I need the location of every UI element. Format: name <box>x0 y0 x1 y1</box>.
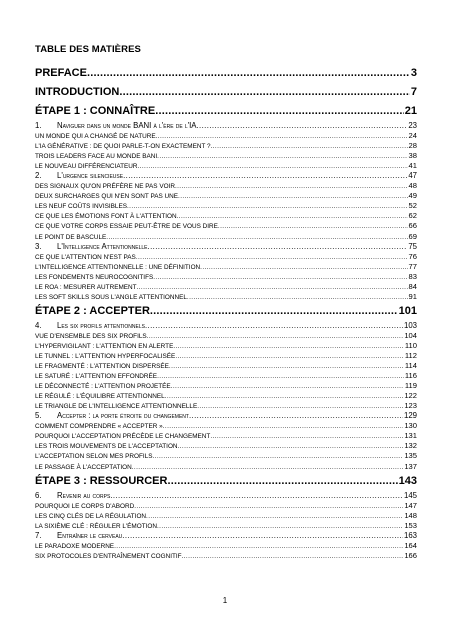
toc-entry-label: LE PASSAGE À L'ACCEPTATION <box>35 463 132 471</box>
toc-section-entry <box>35 421 417 431</box>
dot-leader <box>165 392 404 401</box>
toc-entry-label: L'HYPERVIGILANT : L'ATTENTION EN ALERTE <box>35 342 174 350</box>
toc-entry-label: ÉTAPE 3 : RESSOURCER <box>35 474 168 487</box>
toc-page-number: 145 <box>403 490 417 500</box>
toc-section-entry <box>35 371 417 381</box>
toc-chapter-title: Accepter : la porte étroite du changement <box>57 411 189 421</box>
toc-page-number: 7 <box>410 86 417 98</box>
toc-entry-label: LE TUNNEL : L'ATTENTION HYPERFOCALISÉE <box>35 352 176 360</box>
dot-leader <box>218 222 408 231</box>
dot-leader <box>132 463 404 472</box>
dot-leader <box>175 352 404 361</box>
toc-entry-label: CE QUE VOTRE CORPS ESSAIE PEUT-ÊTRE DE VOUS DIRE <box>35 223 218 231</box>
toc-page-number: 101 <box>398 304 417 317</box>
toc-section-entry <box>35 361 417 371</box>
toc-page-number: 110 <box>404 340 417 350</box>
toc-page-number: 38 <box>408 151 417 161</box>
toc-entry-label: LE FRAGMENTÉ : L'ATTENTION DISPERSÉE <box>35 363 169 371</box>
toc-section-entry <box>35 541 417 551</box>
toc-page-number: 132 <box>404 441 417 451</box>
toc-entry-label: LES FONDEMENTS NEUROCOGNITIFS <box>35 273 154 281</box>
toc-section-entry <box>35 141 417 151</box>
toc-page-number: 66 <box>408 221 417 231</box>
dot-leader <box>163 422 404 431</box>
toc-entry-label: LE ROA : MESURER AUTREMENT <box>35 283 137 291</box>
toc-entry-label: DEUX SURCHARGES QUI N'EN SONT PAS UNE <box>35 193 179 201</box>
toc-section-entry <box>35 331 417 341</box>
dot-leader <box>171 382 404 391</box>
toc-section-entry <box>35 211 417 221</box>
dot-leader <box>200 263 407 272</box>
toc-page-number: 103 <box>403 320 417 330</box>
toc-section-entry <box>35 161 417 171</box>
toc-page-number: 112 <box>404 350 417 360</box>
toc-page-number: 123 <box>404 401 417 411</box>
toc-section-entry <box>35 191 417 201</box>
toc-entry-label: PREFACE <box>35 67 87 79</box>
toc-page-number: 41 <box>408 161 417 171</box>
toc-page-number: 24 <box>408 131 417 141</box>
toc-part-entry <box>35 83 417 102</box>
toc-chapter-number: 1. <box>35 121 42 130</box>
dot-leader <box>152 452 403 461</box>
toc-entry-label <box>35 242 148 252</box>
toc-chapter-number: 2. <box>35 171 42 181</box>
toc-title: TABLE DES MATIÈRES <box>35 44 141 55</box>
toc-entry-label: L'IA GÉNÉRATIVE : DE QUOI PARLE-T-ON EXACTEMENT ? <box>35 143 211 151</box>
toc-section-entry <box>35 341 417 351</box>
toc-entry-label: L'ACCEPTATION SELON MES PROFILS <box>35 453 153 461</box>
toc-page-number: 131 <box>404 431 417 441</box>
toc-entry-label: ÉTAPE 2 : ACCEPTER <box>35 304 150 317</box>
toc-chapter-title: Entraîner le cerveau <box>57 530 123 540</box>
toc-entry-label: TROIS LEADERS FACE AU MONDE BANI <box>35 153 158 161</box>
dot-leader <box>178 192 408 201</box>
toc-section-entry <box>35 431 417 441</box>
dot-leader <box>110 491 403 501</box>
toc-entry-label: CE QUE L'ATTENTION N'EST PAS <box>35 253 136 261</box>
toc-page-number: 47 <box>408 171 417 181</box>
toc-chapter-number: 6. <box>35 490 42 500</box>
toc-entry-label: LE SATURÉ : L'ATTENTION EFFONDRÉE <box>35 373 158 381</box>
toc-entry-label: LES NEUF COÛTS INVISIBLES <box>35 203 127 211</box>
toc-part-entry <box>35 472 417 491</box>
toc-page-number: 137 <box>404 461 417 471</box>
toc-entry-label: LE DÉCONNECTÉ : L'ATTENTION PROJETÉE <box>35 383 171 391</box>
toc-section-entry <box>35 551 417 561</box>
toc-page-number: 76 <box>408 251 417 261</box>
dot-leader <box>167 472 397 491</box>
toc-entry-label <box>35 171 123 181</box>
dot-leader <box>155 102 404 121</box>
dot-leader <box>134 502 403 511</box>
toc-entry-label: UN MONDE QUI A CHANGÉ DE NATURE <box>35 133 156 141</box>
toc-entry-label: LES CINQ CLÉS DE LA RÉGULATION <box>35 512 147 520</box>
dot-leader <box>119 83 410 102</box>
toc-page-number: 129 <box>403 411 417 421</box>
dot-leader <box>189 411 403 421</box>
dot-leader <box>157 522 403 531</box>
toc-entry-label: LE TRIANGLE DE L'INTELLIGENCE ATTENTIONNELLE <box>35 403 198 411</box>
toc-chapter-title: Revenir au corps <box>57 490 111 500</box>
dot-leader <box>169 362 404 371</box>
toc-page-number: 164 <box>404 540 417 550</box>
dot-leader <box>197 402 403 411</box>
toc-page-number: 48 <box>408 181 417 191</box>
dot-leader <box>210 432 403 441</box>
toc-entry-label: SIX PROTOCOLES D'ENTRAÎNEMENT COGNITIF <box>35 552 182 560</box>
dot-leader <box>87 64 410 83</box>
dot-leader <box>156 132 408 141</box>
toc-section-entry <box>35 441 417 451</box>
toc-page-number: 62 <box>408 211 417 221</box>
toc-section-entry <box>35 292 417 302</box>
toc-section-entry <box>35 381 417 391</box>
toc-chapter-entry <box>35 121 417 131</box>
toc-chapter-entry <box>35 321 417 331</box>
toc-page-number: 83 <box>408 271 417 281</box>
toc-chapter-number: 3. <box>35 241 42 251</box>
toc-section-entry <box>35 151 417 161</box>
toc-entry-label: POURQUOI LE CORPS D'ABORD <box>35 502 135 510</box>
toc-entry-label: LES TROIS MOUVEMENTS DE L'ACCEPTATION <box>35 443 178 451</box>
toc-entry-label: LA SIXIÈME CLÉ : RÉGULER L'ÉMOTION <box>35 522 157 530</box>
toc-page-number: 52 <box>408 201 417 211</box>
dot-leader <box>157 152 407 161</box>
toc-page-number: 84 <box>408 281 417 291</box>
toc-page-number: 130 <box>404 421 417 431</box>
table-of-contents <box>35 44 417 561</box>
toc-page-number: 21 <box>404 105 417 117</box>
toc-section-entry <box>35 451 417 461</box>
toc-section-entry <box>35 252 417 262</box>
toc-page-number: 69 <box>408 231 417 241</box>
dot-leader <box>123 171 407 181</box>
toc-section-entry <box>35 501 417 511</box>
toc-page-number: 23 <box>408 121 417 130</box>
toc-page-number: 148 <box>404 510 417 520</box>
toc-entry-label: LE RÉGULÉ : L'ÉQUILIBRE ATTENTIONNEL <box>35 393 165 401</box>
toc-chapter-title: L'Intelligence Attentionnelle <box>57 241 148 251</box>
toc-section-entry <box>35 262 417 272</box>
toc-section-entry <box>35 221 417 231</box>
toc-entry-label: DES SIGNAUX QU'ON PRÉFÈRE NE PAS VOIR <box>35 183 175 191</box>
toc-chapter-title: Naviguer dans un monde BANI à l'ère de l'IA <box>57 121 197 130</box>
toc-entry-label: POURQUOI L'ACCEPTATION PRÉCÈDE LE CHANGEMENT <box>35 433 211 441</box>
dot-leader <box>182 552 404 561</box>
toc-entry-label: INTRODUCTION <box>35 86 120 98</box>
toc-part-entry <box>35 64 417 83</box>
toc-chapter-entry <box>35 171 417 181</box>
toc-entry-label <box>35 121 196 131</box>
toc-page-number: 135 <box>404 451 417 461</box>
toc-page-number: 122 <box>404 391 417 401</box>
toc-section-entry <box>35 511 417 521</box>
dot-leader <box>211 142 408 151</box>
toc-entry-label: LE PARADOXE MODERNE <box>35 542 115 550</box>
dot-leader <box>177 212 408 221</box>
toc-page-number: 114 <box>404 361 417 371</box>
dot-leader <box>157 372 404 381</box>
dot-leader <box>106 233 407 242</box>
toc-page-number: 28 <box>408 141 417 151</box>
dot-leader <box>153 273 407 282</box>
toc-section-entry <box>35 401 417 411</box>
dot-leader <box>175 182 408 191</box>
dot-leader <box>178 442 404 451</box>
dot-leader <box>127 202 408 211</box>
toc-chapter-number: 4. <box>35 320 42 330</box>
toc-page-number: 153 <box>404 520 417 530</box>
toc-entry-label <box>35 411 189 421</box>
toc-page-number: 49 <box>408 191 417 201</box>
dot-leader <box>137 283 408 292</box>
toc-section-entry <box>35 131 417 141</box>
toc-entry-label <box>35 531 122 541</box>
toc-page-number: 166 <box>404 550 417 560</box>
toc-entry-label: LE NOUVEAU DIFFÉRENCIATEUR <box>35 163 138 171</box>
toc-entry-label: LE POINT DE BASCULE <box>35 233 107 241</box>
toc-entry-label: ÉTAPE 1 : CONNAÎTRE <box>35 105 156 117</box>
dot-leader <box>187 293 408 302</box>
toc-chapter-entry <box>35 491 417 501</box>
toc-entry-label: VUE D'ENSEMBLE DES SIX PROFILS <box>35 332 147 340</box>
toc-section-entry <box>35 462 417 472</box>
toc-entry-label: COMMENT COMPRENDRE « ACCEPTER » <box>35 423 163 431</box>
toc-chapter-title: L'urgence silencieuse <box>57 171 124 181</box>
toc-page-number: 143 <box>398 474 417 487</box>
dot-leader <box>146 512 403 521</box>
toc-entry-label: LES SOFT SKILLS SOUS L'ANGLE ATTENTIONNEL <box>35 293 187 301</box>
toc-chapter-entry <box>35 242 417 252</box>
toc-entry-label: L'INTELLIGENCE ATTENTIONNELLE : UNE DÉFINITION <box>35 263 201 271</box>
toc-part-entry <box>35 302 417 321</box>
toc-chapter-entry <box>35 531 417 541</box>
toc-page-number: 119 <box>404 381 417 391</box>
dot-leader <box>145 321 403 331</box>
dot-leader <box>196 121 407 131</box>
toc-section-entry <box>35 282 417 292</box>
toc-section-entry <box>35 521 417 531</box>
toc-section-entry <box>35 181 417 191</box>
dot-leader <box>147 332 404 341</box>
toc-chapter-number: 5. <box>35 411 42 421</box>
toc-entry-label <box>35 321 145 331</box>
toc-page-number: 75 <box>408 241 417 251</box>
dot-leader <box>138 162 408 171</box>
toc-page-number: 163 <box>403 530 417 540</box>
dot-leader <box>114 542 403 551</box>
toc-entry-label: CE QUE LES ÉMOTIONS FONT À L'ATTENTION <box>35 213 177 221</box>
toc-part-entry <box>35 102 417 121</box>
toc-page-number: 77 <box>408 261 417 271</box>
toc-section-entry <box>35 351 417 361</box>
toc-page-number: 104 <box>404 330 417 340</box>
dot-leader <box>122 531 403 541</box>
page-number: 1 <box>222 596 228 605</box>
toc-page-number: 3 <box>410 67 417 79</box>
toc-section-entry <box>35 232 417 242</box>
toc-chapter-entry <box>35 411 417 421</box>
toc-section-entry <box>35 272 417 282</box>
dot-leader <box>148 242 408 252</box>
toc-chapter-number: 7. <box>35 530 42 540</box>
toc-section-entry <box>35 201 417 211</box>
toc-page-number: 147 <box>404 500 417 510</box>
dot-leader <box>150 302 398 321</box>
toc-page-number: 91 <box>408 291 417 301</box>
toc-page-number: 116 <box>404 371 417 381</box>
toc-section-entry <box>35 391 417 401</box>
dot-leader <box>136 253 408 262</box>
dot-leader <box>173 342 404 351</box>
toc-entries <box>35 64 417 561</box>
toc-entry-label <box>35 491 110 501</box>
toc-chapter-title: Les six profils attentionnels <box>57 320 145 330</box>
